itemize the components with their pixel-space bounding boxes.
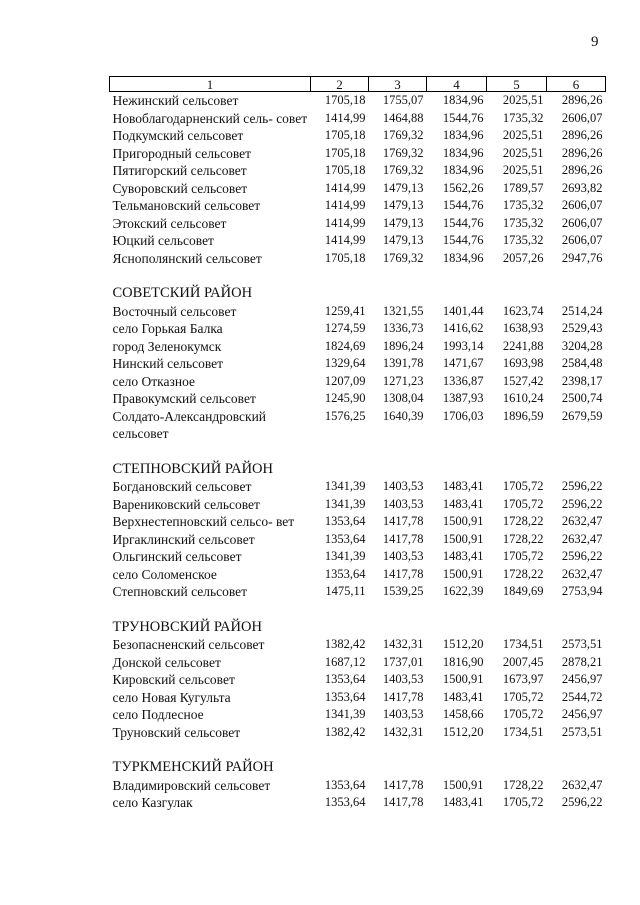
value-cell-col3: 1737,01 xyxy=(382,654,424,669)
value-cell-col6: 2514,24 xyxy=(561,303,603,318)
table-row xyxy=(110,654,606,672)
tariff-table xyxy=(109,76,606,812)
column-header: 5 xyxy=(487,77,547,92)
table-row xyxy=(110,671,606,689)
value-cell-col6: 2632,47 xyxy=(561,531,603,546)
table-row xyxy=(110,92,606,110)
value-cell-col2: 1705,18 xyxy=(324,128,366,142)
value-cell-col3: 1479,13 xyxy=(382,180,424,195)
district-heading: ТРУНОВСКИЙ РАЙОН xyxy=(112,618,262,635)
value-cell-col4: 1483,41 xyxy=(442,689,484,704)
municipality-name: Богдановский сельсовет xyxy=(112,479,252,494)
municipality-name: Правокумский сельсовет xyxy=(112,391,256,406)
value-cell-col2: 1245,90 xyxy=(324,391,366,405)
district-heading: СТЕПНОВСКИЙ РАЙОН xyxy=(112,460,273,477)
value-cell-col4: 1834,96 xyxy=(442,250,484,265)
value-cell-col6: 2679,59 xyxy=(561,408,603,423)
value-cell-col4: 1816,90 xyxy=(442,654,484,669)
column-header: 4 xyxy=(427,77,487,92)
value-cell-col5: 2025,51 xyxy=(502,163,544,177)
table-row xyxy=(110,777,606,795)
municipality-name: Нинский сельсовет xyxy=(112,356,224,371)
value-cell-col5: 1705,72 xyxy=(502,795,544,809)
municipality-name: Восточный сельсовет xyxy=(112,303,237,319)
value-cell-col3: 1403,53 xyxy=(382,672,424,686)
table-row xyxy=(110,724,606,742)
value-cell-col6: 2529,43 xyxy=(561,321,603,335)
value-cell-col6: 2947,76 xyxy=(561,250,603,265)
table-row xyxy=(110,706,606,724)
value-cell-col3: 1417,78 xyxy=(382,566,424,581)
value-cell-col2: 1475,11 xyxy=(325,584,366,598)
value-cell-col4: 1416,62 xyxy=(442,321,484,335)
value-cell-col2: 1341,39 xyxy=(324,549,366,563)
municipality-name: Нежинский сельсовет xyxy=(112,93,239,108)
value-cell-col6: 2896,26 xyxy=(561,163,603,177)
value-cell-col5: 1896,59 xyxy=(502,408,544,423)
value-cell-col3: 1769,32 xyxy=(382,145,424,160)
municipality-name: Подкумский сельсовет xyxy=(112,128,244,143)
table-row xyxy=(110,180,606,198)
value-cell-col5: 2025,51 xyxy=(502,93,544,107)
value-cell-col5: 1849,69 xyxy=(502,584,544,598)
municipality-name: Этокский сельсовет xyxy=(112,215,227,231)
value-cell-col2: 1353,64 xyxy=(324,777,366,792)
table-row xyxy=(110,513,606,531)
value-cell-col6: 2753,94 xyxy=(561,584,603,598)
table-row xyxy=(110,162,606,180)
value-cell-col3: 1417,78 xyxy=(382,795,424,809)
value-cell-col2: 1576,25 xyxy=(324,408,366,423)
value-cell-col4: 1622,39 xyxy=(442,584,484,598)
value-cell-col5: 1728,22 xyxy=(502,514,544,528)
value-cell-col2: 1705,18 xyxy=(324,93,366,107)
value-cell-col4: 1336,87 xyxy=(442,373,484,388)
value-cell-col2: 1414,99 xyxy=(324,215,366,230)
value-cell-col5: 1734,51 xyxy=(502,724,544,739)
municipality-name: село Соломенское xyxy=(112,566,217,582)
table-row xyxy=(110,636,606,654)
value-cell-col5: 2025,51 xyxy=(502,145,544,160)
table-header-row xyxy=(110,77,606,92)
value-cell-col6: 2606,07 xyxy=(561,233,603,247)
municipality-name: Безопасненский сельсовет xyxy=(112,637,265,652)
value-cell-col3: 1403,53 xyxy=(382,479,424,493)
value-cell-col2: 1341,39 xyxy=(324,707,366,721)
value-cell-col5: 1735,32 xyxy=(502,198,544,212)
municipality-name: Кировский сельсовет xyxy=(112,672,235,687)
value-cell-col2: 1382,42 xyxy=(324,637,366,651)
value-cell-col5: 1705,72 xyxy=(502,549,544,563)
value-cell-col3: 1308,04 xyxy=(382,391,424,405)
value-cell-col2: 1341,39 xyxy=(324,496,366,511)
value-cell-col2: 1353,64 xyxy=(324,531,366,546)
value-cell-col4: 1500,91 xyxy=(442,672,484,686)
column-header: 2 xyxy=(311,77,369,92)
value-cell-col3: 1336,73 xyxy=(382,321,424,335)
municipality-name: село Подлесное xyxy=(112,707,204,722)
value-cell-col5: 1728,22 xyxy=(502,566,544,581)
table-row xyxy=(110,215,606,233)
value-cell-col4: 1500,91 xyxy=(442,777,484,792)
value-cell-col3: 1479,13 xyxy=(382,215,424,230)
value-cell-col5: 2007,45 xyxy=(502,654,544,669)
district-heading: ТУРКМЕНСКИЙ РАЙОН xyxy=(112,759,274,775)
value-cell-col2: 1341,39 xyxy=(324,479,366,493)
municipality-name: Тельмановский сельсовет xyxy=(112,198,261,213)
value-cell-col3: 1539,25 xyxy=(382,584,424,598)
value-cell-col3: 1403,53 xyxy=(382,496,424,511)
table-row xyxy=(110,110,606,128)
table-row xyxy=(110,689,606,707)
value-cell-col2: 1329,64 xyxy=(324,356,366,370)
spacer-cell xyxy=(110,601,606,618)
table-row xyxy=(110,478,606,496)
table-row xyxy=(110,338,606,356)
spacer-cell xyxy=(110,267,606,284)
value-cell-col5: 2025,51 xyxy=(502,128,544,142)
municipality-name: Яснополянский сельсовет xyxy=(112,250,262,266)
value-cell-col2: 1414,99 xyxy=(324,110,366,125)
table-body xyxy=(110,92,606,812)
table-row xyxy=(110,232,606,250)
value-cell-col2: 1353,64 xyxy=(324,514,366,528)
value-cell-col2: 1274,59 xyxy=(324,321,366,335)
value-cell-col3: 1755,07 xyxy=(382,93,424,107)
value-cell-col4: 1834,96 xyxy=(442,163,484,177)
value-cell-col4: 1562,26 xyxy=(442,180,484,195)
value-cell-col2: 1414,99 xyxy=(324,198,366,212)
municipality-name: Ольгинский сельсовет xyxy=(112,549,242,564)
table-row xyxy=(110,531,606,549)
table-row xyxy=(110,320,606,338)
value-cell-col5: 1735,32 xyxy=(502,215,544,230)
value-cell-col6: 2606,07 xyxy=(561,198,603,212)
value-cell-col2: 1382,42 xyxy=(324,724,366,739)
table-row xyxy=(110,197,606,215)
value-cell-col6: 2632,47 xyxy=(561,777,603,792)
municipality-name: Варениковский сельсовет xyxy=(112,496,260,512)
municipality-name: село Новая Кугульта xyxy=(112,689,231,705)
value-cell-col6: 2596,22 xyxy=(561,549,603,563)
value-cell-col6: 2500,74 xyxy=(561,391,603,405)
value-cell-col3: 1432,31 xyxy=(382,637,424,651)
spacer-cell xyxy=(110,443,606,460)
district-heading-row xyxy=(110,758,606,777)
value-cell-col4: 1834,96 xyxy=(442,128,484,142)
value-cell-col4: 1512,20 xyxy=(442,724,484,739)
value-cell-col4: 1834,96 xyxy=(442,145,484,160)
value-cell-col4: 1834,96 xyxy=(442,93,484,107)
value-cell-col5: 1527,42 xyxy=(502,373,544,388)
value-cell-col3: 1417,78 xyxy=(382,514,424,528)
value-cell-col2: 1353,64 xyxy=(324,795,366,809)
municipality-name: Донской сельсовет xyxy=(112,654,221,670)
column-header: 3 xyxy=(369,77,427,92)
table-row xyxy=(110,127,606,145)
value-cell-col4: 1544,76 xyxy=(442,233,484,247)
page-number: 9 xyxy=(591,34,599,50)
value-cell-col4: 1483,41 xyxy=(442,549,484,563)
value-cell-col6: 2596,22 xyxy=(561,496,603,511)
municipality-name: Степновский сельсовет xyxy=(112,584,248,599)
section-spacer xyxy=(110,443,606,460)
table-row xyxy=(110,408,606,443)
value-cell-col3: 1479,13 xyxy=(382,233,424,247)
municipality-name: Пятигорский сельсовет xyxy=(112,163,247,178)
value-cell-col6: 2632,47 xyxy=(561,514,603,528)
value-cell-col5: 1705,72 xyxy=(502,479,544,493)
municipality-name: Верхнестепновский сельсо- вет xyxy=(112,514,295,529)
value-cell-col3: 1417,78 xyxy=(382,689,424,704)
value-cell-col3: 1403,53 xyxy=(382,707,424,721)
value-cell-col6: 2398,17 xyxy=(561,373,603,388)
value-cell-col5: 1789,57 xyxy=(502,180,544,195)
value-cell-col6: 2632,47 xyxy=(561,566,603,581)
value-cell-col5: 1705,72 xyxy=(502,707,544,721)
value-cell-col5: 1728,22 xyxy=(502,531,544,546)
value-cell-col4: 1544,76 xyxy=(442,215,484,230)
value-cell-col4: 1500,91 xyxy=(442,514,484,528)
value-cell-col3: 1271,23 xyxy=(382,373,424,388)
value-cell-col2: 1414,99 xyxy=(324,180,366,195)
value-cell-col6: 2896,26 xyxy=(561,145,603,160)
value-cell-col2: 1207,09 xyxy=(324,373,366,388)
value-cell-col4: 1512,20 xyxy=(442,637,484,651)
value-cell-col2: 1259,41 xyxy=(324,303,366,318)
value-cell-col6: 2693,82 xyxy=(561,180,603,195)
value-cell-col3: 1432,31 xyxy=(382,724,424,739)
value-cell-col6: 2606,07 xyxy=(561,110,603,125)
value-cell-col2: 1705,18 xyxy=(324,163,366,177)
value-cell-col4: 1483,41 xyxy=(442,795,484,809)
value-cell-col2: 1353,64 xyxy=(324,689,366,704)
table-row xyxy=(110,496,606,514)
municipality-name: село Горькая Балка xyxy=(112,321,223,336)
value-cell-col5: 1735,32 xyxy=(502,110,544,125)
value-cell-col6: 2584,48 xyxy=(561,356,603,370)
value-cell-col4: 1706,03 xyxy=(442,408,484,423)
value-cell-col2: 1687,12 xyxy=(324,654,366,669)
value-cell-col6: 2573,51 xyxy=(561,724,603,739)
value-cell-col6: 2878,21 xyxy=(561,654,603,669)
value-cell-col3: 1464,88 xyxy=(382,110,424,125)
value-cell-col4: 1993,14 xyxy=(442,338,484,353)
value-cell-col4: 1458,66 xyxy=(442,707,484,721)
district-heading-row xyxy=(110,618,606,637)
value-cell-col5: 1638,93 xyxy=(502,321,544,335)
value-cell-col3: 1769,32 xyxy=(382,250,424,265)
value-cell-col5: 1610,24 xyxy=(502,391,544,405)
value-cell-col6: 3204,28 xyxy=(561,338,603,353)
value-cell-col3: 1417,78 xyxy=(382,777,424,792)
value-cell-col3: 1479,13 xyxy=(382,198,424,212)
value-cell-col3: 1321,55 xyxy=(382,303,424,318)
municipality-name: Юцкий сельсовет xyxy=(112,233,214,248)
table-row xyxy=(110,355,606,373)
value-cell-col4: 1387,93 xyxy=(442,391,484,405)
value-cell-col3: 1391,78 xyxy=(382,356,424,370)
spacer-cell xyxy=(110,741,606,758)
value-cell-col6: 2573,51 xyxy=(561,637,603,651)
value-cell-col2: 1414,99 xyxy=(324,233,366,247)
value-cell-col5: 1734,51 xyxy=(502,637,544,651)
value-cell-col4: 1483,41 xyxy=(442,479,484,493)
value-cell-col5: 1623,74 xyxy=(502,303,544,318)
table-row xyxy=(110,548,606,566)
value-cell-col6: 2596,22 xyxy=(561,795,603,809)
table-row xyxy=(110,145,606,163)
district-heading-row xyxy=(110,460,606,479)
value-cell-col2: 1705,18 xyxy=(324,145,366,160)
value-cell-col6: 2896,26 xyxy=(561,93,603,107)
column-header: 6 xyxy=(547,77,606,92)
value-cell-col4: 1500,91 xyxy=(442,566,484,581)
table-row xyxy=(110,373,606,391)
municipality-name: село Казгулак xyxy=(112,795,193,810)
municipality-name: Труновский сельсовет xyxy=(112,724,241,740)
table-row xyxy=(110,303,606,321)
value-cell-col4: 1401,44 xyxy=(442,303,484,318)
section-spacer xyxy=(110,741,606,758)
value-cell-col4: 1544,76 xyxy=(442,198,484,212)
municipality-name: Иргаклинский сельсовет xyxy=(112,531,255,547)
value-cell-col5: 2241,88 xyxy=(502,338,544,353)
municipality-name: село Отказное xyxy=(112,373,195,389)
value-cell-col5: 1673,97 xyxy=(502,672,544,686)
table-row xyxy=(110,566,606,584)
table-row xyxy=(110,794,606,812)
value-cell-col5: 1728,22 xyxy=(502,777,544,792)
value-cell-col4: 1471,67 xyxy=(442,356,484,370)
value-cell-col4: 1483,41 xyxy=(442,496,484,511)
municipality-name: Солдато-Александровский сельсовет xyxy=(112,408,267,441)
value-cell-col3: 1769,32 xyxy=(382,163,424,177)
section-spacer xyxy=(110,267,606,284)
value-cell-col4: 1500,91 xyxy=(442,531,484,546)
value-cell-col2: 1824,69 xyxy=(324,338,366,353)
value-cell-col3: 1896,24 xyxy=(382,338,424,353)
value-cell-col5: 1705,72 xyxy=(502,689,544,704)
value-cell-col3: 1640,39 xyxy=(382,408,424,423)
district-heading-row xyxy=(110,284,606,303)
value-cell-col6: 2596,22 xyxy=(561,479,603,493)
value-cell-col2: 1353,64 xyxy=(324,566,366,581)
municipality-name: город Зеленокумск xyxy=(112,338,222,354)
district-heading: СОВЕТСКИЙ РАЙОН xyxy=(112,285,253,301)
value-cell-col5: 2057,26 xyxy=(502,250,544,265)
value-cell-col2: 1705,18 xyxy=(324,250,366,265)
value-cell-col6: 2456,97 xyxy=(561,672,603,686)
municipality-name: Новоблагодарненский сель- совет xyxy=(112,110,308,126)
value-cell-col4: 1544,76 xyxy=(442,110,484,125)
value-cell-col5: 1735,32 xyxy=(502,233,544,247)
value-cell-col6: 2606,07 xyxy=(561,215,603,230)
municipality-name: Суворовский сельсовет xyxy=(112,180,248,196)
value-cell-col3: 1403,53 xyxy=(382,549,424,563)
value-cell-col6: 2896,26 xyxy=(561,128,603,142)
value-cell-col5: 1705,72 xyxy=(502,496,544,511)
municipality-name: Владимировский сельсовет xyxy=(112,777,271,793)
municipality-name: Пригородный сельсовет xyxy=(112,145,252,161)
value-cell-col6: 2456,97 xyxy=(561,707,603,721)
value-cell-col2: 1353,64 xyxy=(324,672,366,686)
value-cell-col5: 1693,98 xyxy=(502,356,544,370)
table-row xyxy=(110,583,606,601)
table-row xyxy=(110,250,606,268)
table-row xyxy=(110,390,606,408)
value-cell-col3: 1769,32 xyxy=(382,128,424,142)
section-spacer xyxy=(110,601,606,618)
value-cell-col6: 2544,72 xyxy=(561,689,603,704)
column-header: 1 xyxy=(110,77,311,92)
value-cell-col3: 1417,78 xyxy=(382,531,424,546)
